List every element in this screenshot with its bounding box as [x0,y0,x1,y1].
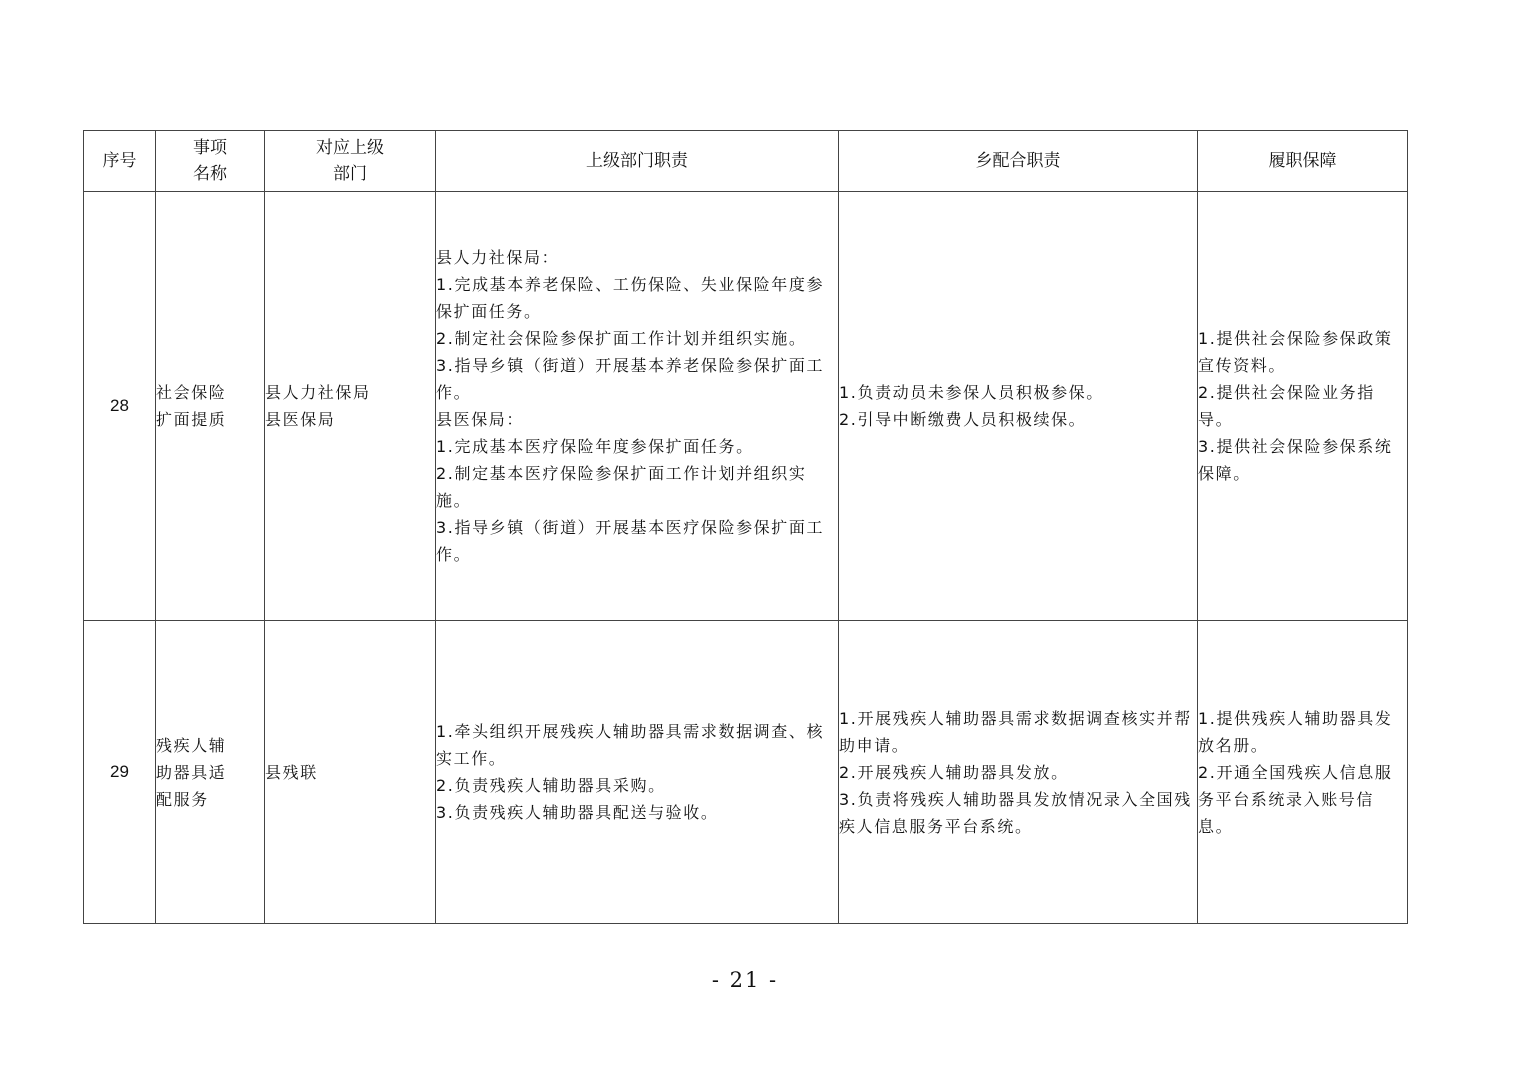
header-item-name-line: 事项 [193,138,227,158]
header-town-duty: 乡配合职责 [839,131,1198,192]
row-seq: 28 [84,192,156,621]
row-town-duty [839,192,1198,621]
guarantee-line: 3.提供社会保险参保系统保障。 [1198,437,1393,483]
row-guarantee [1198,192,1408,621]
guarantee-line: 2.开通全国残疾人信息服务平台系统录入账号信息。 [1198,762,1393,836]
town-duty-line: 1.负责动员未参保人员积极参保。 [839,383,1104,402]
town-duty-line: 2.开展残疾人辅助器具发放。 [839,762,1069,782]
upper-duty-line: 1.完成基本养老保险、工伤保险、失业保险年度参保扩面任务。 [436,275,825,321]
upper-duty-line: 2.制定基本医疗保险参保扩面工作计划并组织实施。 [436,464,807,510]
upper-duty-line: 2.负责残疾人辅助器具采购。 [436,776,666,795]
header-seq: 序号 [84,131,156,192]
row-upper-dept [265,192,436,621]
table-row [84,621,1408,924]
item-name-line: 助器具适 [156,762,227,782]
row-seq: 29 [84,621,156,924]
upper-duty-line: 3.指导乡镇（街道）开展基本养老保险参保扩面工作。 [436,356,825,402]
row-upper-duty [436,192,839,621]
upper-duty-line: 2.制定社会保险参保扩面工作计划并组织实施。 [436,329,807,348]
upper-dept-line: 县医保局 [265,410,336,429]
duties-table [83,130,1408,924]
row-upper-dept [265,621,436,924]
guarantee-line: 1.提供残疾人辅助器具发放名册。 [1198,708,1393,755]
town-duty-line: 3.负责将残疾人辅助器具发放情况录入全国残疾人信息服务平台系统。 [839,789,1192,836]
item-name-line: 社会保险 [156,383,227,402]
item-name-line: 配服务 [156,789,209,809]
row-town-duty [839,621,1198,924]
table-header-row [84,131,1408,192]
upper-dept-line: 县人力社保局 [265,383,371,402]
upper-dept-line: 县残联 [265,762,318,782]
item-name-line: 残疾人辅 [156,735,227,755]
row-item-name [156,192,265,621]
header-guarantee: 履职保障 [1198,131,1408,192]
table-row [84,192,1408,621]
upper-duty-line: 3.指导乡镇（街道）开展基本医疗保险参保扩面工作。 [436,518,825,564]
page-number: - 21 - [711,968,779,992]
row-guarantee [1198,621,1408,924]
header-upper-dept-line: 对应上级 [316,138,384,158]
row-upper-duty [436,621,839,924]
guarantee-line: 2.提供社会保险业务指导。 [1198,383,1375,429]
town-duty-line: 1.开展残疾人辅助器具需求数据调查核实并帮助申请。 [839,708,1192,755]
upper-duty-line: 县医保局： [436,410,525,429]
header-upper-dept-line: 部门 [333,164,367,184]
header-upper-duty: 上级部门职责 [436,131,839,192]
header-upper-dept [265,131,436,192]
upper-duty-line: 3.负责残疾人辅助器具配送与验收。 [436,803,719,822]
guarantee-line: 1.提供社会保险参保政策宣传资料。 [1198,329,1393,375]
row-item-name [156,621,265,924]
upper-duty-line: 1.牵头组织开展残疾人辅助器具需求数据调查、核实工作。 [436,722,825,768]
town-duty-line: 2.引导中断缴费人员积极续保。 [839,410,1087,429]
upper-duty-line: 县人力社保局： [436,248,560,267]
item-name-line: 扩面提质 [156,410,227,429]
header-item-name-line: 名称 [193,164,227,184]
upper-duty-line: 1.完成基本医疗保险年度参保扩面任务。 [436,437,754,456]
header-item-name [156,131,265,192]
